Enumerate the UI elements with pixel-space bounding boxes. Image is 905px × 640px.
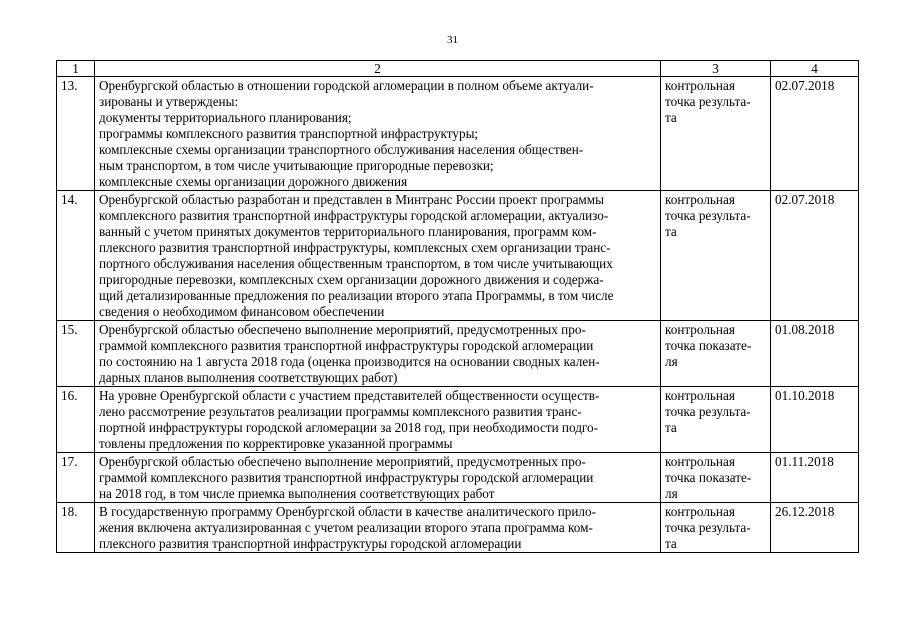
table-row (57, 321, 859, 387)
description-line: комплексного развития транспортной инфраструктуры городской агломерации, актуализо- (99, 208, 609, 223)
event-date: 02.07.2018 (771, 191, 859, 321)
description-line: документы территориального планирования; (99, 110, 352, 125)
description-line: по состоянию на 1 августа 2018 года (оценка производится на основании сводных кален- (99, 354, 600, 369)
description-line: дарных планов выполнения соответствующих работ) (99, 370, 398, 385)
event-date: 01.11.2018 (771, 453, 859, 503)
event-type-line: контрольная (665, 78, 735, 93)
event-description (95, 387, 661, 453)
description-line: жения включена актуализированная с учетом реализации второго этапа программа ком- (99, 520, 593, 535)
description-line: ванный с учетом принятых документов территориального планирования, программ ком- (99, 224, 597, 239)
description-line: Оренбургской областью обеспечено выполнение мероприятий, предусмотренных про- (99, 454, 586, 469)
event-type-line: контрольная (665, 504, 735, 519)
description-line: комплексные схемы организации транспортного обслуживания населения обществен- (99, 142, 584, 157)
event-type (661, 503, 771, 553)
event-type-line: точка результа- (665, 404, 751, 419)
event-description (95, 77, 661, 191)
event-date: 26.12.2018 (771, 503, 859, 553)
description-line: программы комплексного развития транспортной инфраструктуры; (99, 126, 479, 141)
table-row (57, 453, 859, 503)
event-type (661, 191, 771, 321)
table-row (57, 77, 859, 191)
event-type-line: та (665, 536, 677, 551)
table-row (57, 387, 859, 453)
description-line: портного обслуживания населения общественным транспортом, в том числе учитывающих (99, 256, 613, 271)
description-line: плексного развития транспортной инфраструктуры, комплексных схем организации транс- (99, 240, 611, 255)
event-type (661, 77, 771, 191)
event-description (95, 503, 661, 553)
event-type-line: точка результа- (665, 520, 751, 535)
event-type-line: контрольная (665, 322, 735, 337)
description-line: комплексные схемы организации дорожного движения (99, 174, 408, 189)
event-description (95, 321, 661, 387)
description-line: зированы и утверждены: (99, 94, 239, 109)
plan-table (56, 60, 859, 553)
event-type-line: ля (665, 486, 678, 501)
event-type-line: та (665, 110, 677, 125)
description-line: портной инфраструктуры городской агломерации за 2018 год, при необходимости подго- (99, 420, 598, 435)
description-line: пригородные перевозки, комплексных схем организации дорожного движения и содержа- (99, 272, 604, 287)
event-date: 01.10.2018 (771, 387, 859, 453)
description-line: граммой комплексного развития транспортной инфраструктуры городской агломерации (99, 338, 594, 353)
page-number: 31 (447, 34, 458, 46)
event-type-line: ля (665, 354, 678, 369)
event-type (661, 387, 771, 453)
event-type-line: контрольная (665, 454, 735, 469)
event-type-line: контрольная (665, 388, 735, 403)
row-number: 13. (57, 77, 95, 191)
event-date: 02.07.2018 (771, 77, 859, 191)
description-line: Оренбургской областью обеспечено выполнение мероприятий, предусмотренных про- (99, 322, 586, 337)
event-type-line: контрольная (665, 192, 735, 207)
description-line: плексного развития транспортной инфраструктуры городской агломерации (99, 536, 522, 551)
row-number: 14. (57, 191, 95, 321)
description-line: ным транспортом, в том числе учитывающие пригородные перевозки; (99, 158, 494, 173)
description-line: граммой комплексного развития транспортной инфраструктуры городской агломерации (99, 470, 594, 485)
event-description (95, 453, 661, 503)
description-line: В государственную программу Оренбургской области в качестве аналитического прило- (99, 504, 596, 519)
event-type (661, 453, 771, 503)
event-type-line: та (665, 420, 677, 435)
event-type-line: точка показате- (665, 470, 752, 485)
event-type-line: точка показате- (665, 338, 752, 353)
description-line: щий детализированные предложения по реализации второго этапа Программы, в том числе (99, 288, 614, 303)
event-type-line: точка результа- (665, 94, 751, 109)
row-number: 15. (57, 321, 95, 387)
event-type (661, 321, 771, 387)
header-cell-1: 1 (57, 61, 95, 77)
event-type-line: та (665, 224, 677, 239)
event-date: 01.08.2018 (771, 321, 859, 387)
header-row (57, 61, 859, 77)
table-row (57, 503, 859, 553)
description-line: лено рассмотрение результатов реализации программы комплексного развития транс- (99, 404, 582, 419)
header-cell-2: 2 (95, 61, 661, 77)
description-line: товлены предложения по корректировке указанной программы (99, 436, 453, 451)
header-cell-4: 4 (771, 61, 859, 77)
table-row (57, 191, 859, 321)
header-cell-3: 3 (661, 61, 771, 77)
row-number: 18. (57, 503, 95, 553)
description-line: На уровне Оренбургской области с участием представителей общественности осуществ- (99, 388, 600, 403)
description-line: Оренбургской областью разработан и представлен в Минтранс России проект программы (99, 192, 604, 207)
description-line: сведения о необходимом финансовом обеспечении (99, 304, 385, 319)
event-type-line: точка результа- (665, 208, 751, 223)
row-number: 16. (57, 387, 95, 453)
description-line: на 2018 год, в том числе приемка выполнения соответствующих работ (99, 486, 495, 501)
event-description (95, 191, 661, 321)
row-number: 17. (57, 453, 95, 503)
description-line: Оренбургской областью в отношении городской агломерации в полном объеме актуали- (99, 78, 594, 93)
